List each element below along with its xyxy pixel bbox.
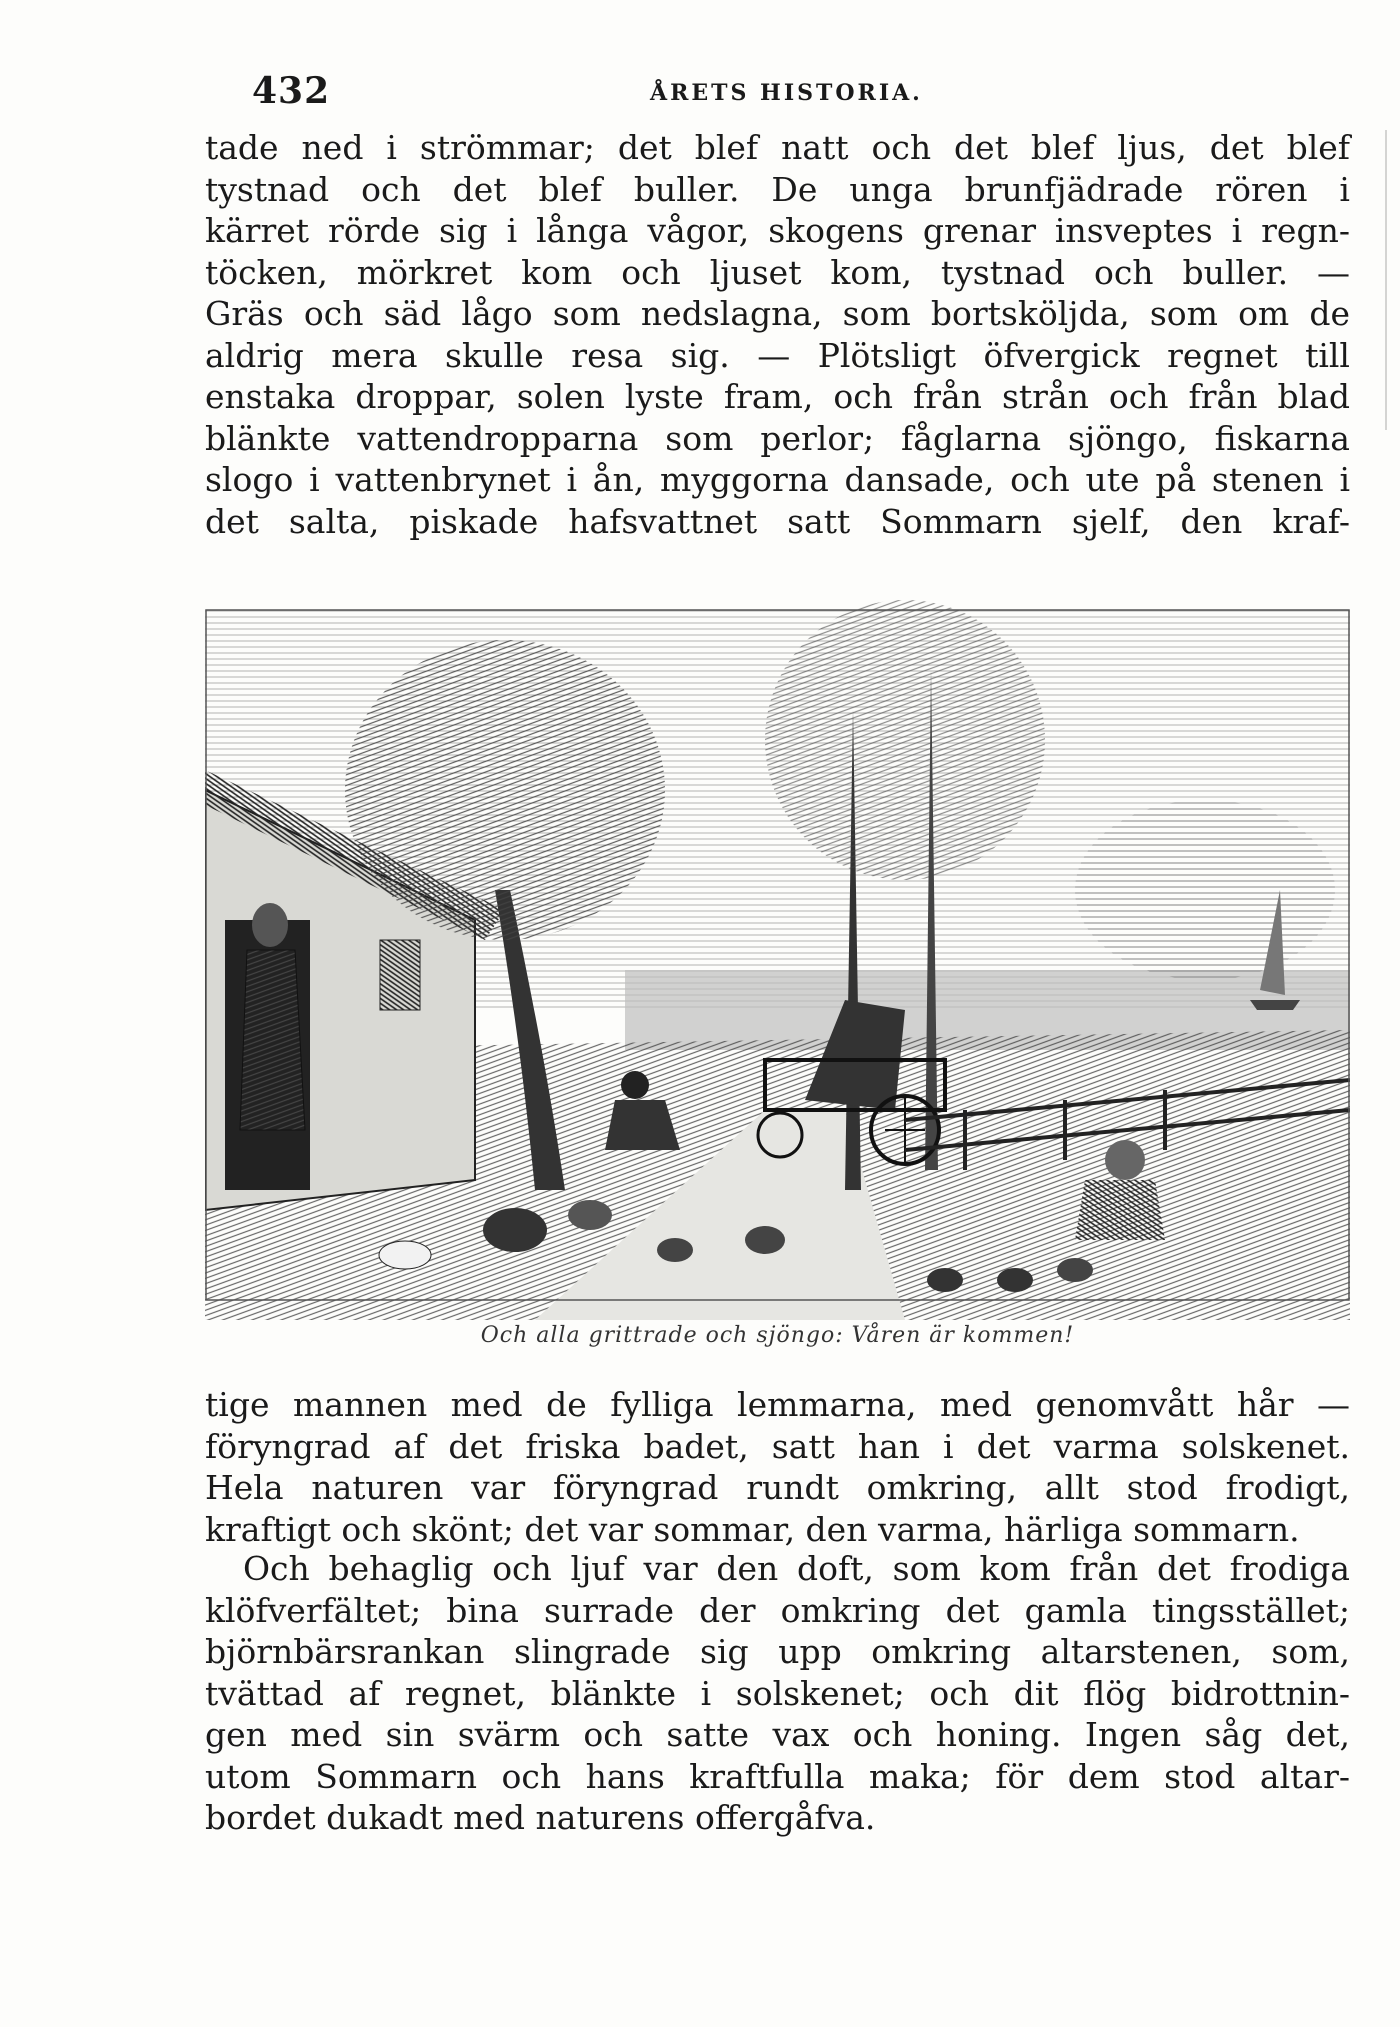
margin-scan-mark [1385, 130, 1387, 430]
text-line: Hela naturen var föryngrad rundt omkring, allt stod frodigt, [205, 1468, 1350, 1507]
text-line: slogo i vattenbrynet i ån, myggorna dansade, och ute på stenen i [205, 460, 1350, 499]
text-line: tystnad och det blef buller. De unga brunfjädrade rören i [205, 169, 1350, 209]
text-line: blänkte vattendropparna som perlor; fåglarna sjöngo, fiskarna [205, 418, 1350, 458]
page-number: 432 [252, 70, 331, 112]
paragraph-top [205, 127, 1350, 542]
text-line: föryngrad af det friska badet, satt han i det varma solskenet. [205, 1426, 1350, 1466]
text-line: gen med sin svärm och satte vax och honing. Ingen såg det, [205, 1715, 1350, 1754]
text-line: tige mannen med de fylliga lemmarna, med genomvått hår — [205, 1385, 1350, 1424]
text-line: björnbärsrankan slingrade sig upp omkring altarstenen, som, [205, 1632, 1350, 1671]
text-line: Gräs och säd lågo som nedslagna, som bortsköljda, som om de [205, 294, 1350, 333]
paragraph-middle [205, 1384, 1350, 1550]
text-line: tvättad af regnet, blänkte i solskenet; och dit flög bidrottnin- [205, 1673, 1350, 1713]
text-line: utom Sommarn och hans kraftfulla maka; för dem stod altar- [205, 1756, 1350, 1796]
text-line: töcken, mörkret kom och ljuset kom, tystnad och buller. — [205, 252, 1350, 292]
text-line: tade ned i strömmar; det blef natt och det blef ljus, det blef [205, 128, 1350, 167]
text-line: enstaka droppar, solen lyste fram, och från strån och från blad [205, 377, 1350, 416]
text-line: klöfverfältet; bina surrade der omkring det gamla tingsstället; [205, 1590, 1350, 1630]
text-line: kärret rörde sig i långa vågor, skogens grenar insveptes i regn- [205, 211, 1350, 250]
running-head: ÅRETS HISTORIA. [650, 80, 923, 106]
engraving-illustration [205, 590, 1350, 1340]
illustration-caption: Och alla grittrade och sjöngo: Våren är kommen! [480, 1323, 1075, 1348]
text-line: bordet dukadt med naturens offergåfva. [205, 1798, 876, 1837]
text-line: aldrig mera skulle resa sig. — Plötsligt öfvergick regnet till [205, 335, 1350, 375]
text-line: Och behaglig och ljuf var den doft, som kom från det frodiga [243, 1549, 1350, 1588]
text-line: det salta, piskade hafsvattnet satt Sommarn sjelf, den kraf- [205, 501, 1350, 541]
paragraph-bottom [205, 1548, 1350, 1839]
text-line: kraftigt och skönt; det var sommar, den varma, härliga sommarn. [205, 1509, 1300, 1549]
